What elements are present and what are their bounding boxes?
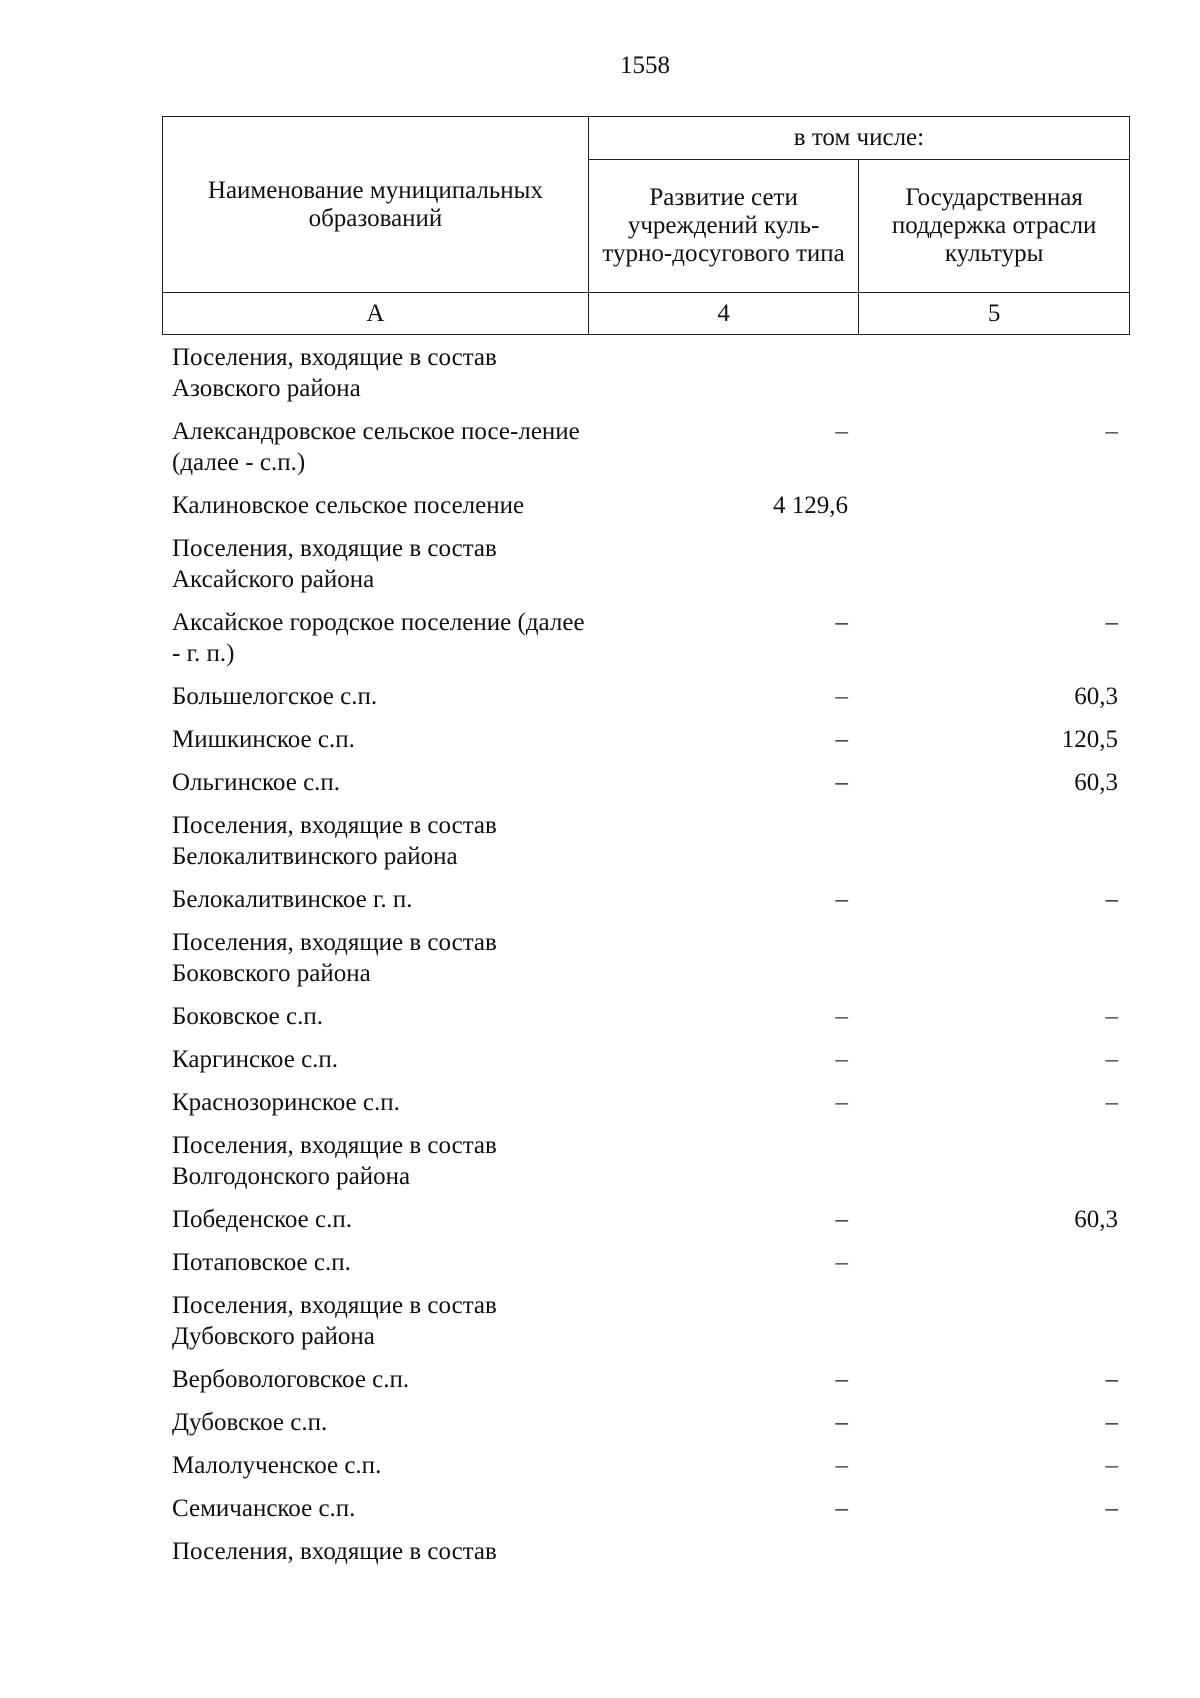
row-value-col4: 4 129,6 bbox=[773, 492, 848, 519]
row-name: Победенское с.п. bbox=[172, 1206, 353, 1233]
row-name: Дубовское с.п. bbox=[172, 1409, 328, 1436]
row-value-col5: – bbox=[1105, 1089, 1118, 1116]
row-value-col5: – bbox=[1105, 1046, 1118, 1073]
row-name: Ольгинское с.п. bbox=[172, 769, 341, 796]
table-header bbox=[162, 116, 1130, 335]
header-group-label: в том числе: bbox=[588, 117, 1129, 160]
table-row bbox=[0, 411, 1200, 485]
table-row bbox=[0, 1125, 1200, 1199]
row-value-col5: 60,3 bbox=[1074, 683, 1118, 710]
row-value-col4: – bbox=[835, 726, 848, 753]
table-row bbox=[0, 602, 1200, 676]
row-name: Краснозоринское с.п. bbox=[172, 1089, 400, 1116]
row-name: Аксайское городское поселение (далее - г. п.) bbox=[172, 609, 585, 667]
row-value-col4: – bbox=[835, 1366, 848, 1393]
row-name: Калиновское сельское поселение bbox=[172, 492, 525, 519]
row-name: Поселения, входящие в состав bbox=[172, 1538, 497, 1565]
row-value-col4: – bbox=[835, 418, 848, 445]
header-column-4: Развитие сети учреждений куль-турно-досугового типа bbox=[588, 160, 858, 293]
row-name: Большелогское с.п. bbox=[172, 683, 378, 710]
header-code-4: 4 bbox=[588, 293, 858, 335]
row-name: Поселения, входящие в состав Азовского района bbox=[172, 344, 497, 402]
row-name: Семичанское с.п. bbox=[172, 1495, 356, 1522]
row-name: Малолученское с.п. bbox=[172, 1452, 382, 1479]
row-value-col5: – bbox=[1105, 418, 1118, 445]
row-name: Поселения, входящие в состав Волгодонского района bbox=[172, 1132, 497, 1190]
row-value-col4: – bbox=[835, 1046, 848, 1073]
row-name: Поселения, входящие в состав Белокалитвинского района bbox=[172, 812, 497, 870]
row-value-col5: – bbox=[1105, 1409, 1118, 1436]
row-name: Поселения, входящие в состав Дубовского района bbox=[172, 1292, 497, 1350]
table-row bbox=[0, 719, 1200, 762]
row-value-col5: – bbox=[1105, 1452, 1118, 1479]
row-name: Мишкинское с.п. bbox=[172, 726, 355, 753]
row-value-col4: – bbox=[835, 886, 848, 913]
row-value-col4: – bbox=[835, 1003, 848, 1030]
header-code-a: А bbox=[163, 293, 589, 335]
row-name: Белокалитвинское г. п. bbox=[172, 886, 413, 913]
table-row bbox=[0, 1359, 1200, 1402]
table-row bbox=[0, 805, 1200, 879]
row-value-col5: 60,3 bbox=[1074, 1206, 1118, 1233]
table-row bbox=[0, 1242, 1200, 1285]
row-value-col5: – bbox=[1105, 1003, 1118, 1030]
table-row bbox=[0, 1402, 1200, 1445]
table-row bbox=[0, 528, 1200, 602]
table-row bbox=[0, 879, 1200, 922]
table-body bbox=[0, 337, 1200, 1574]
row-value-col5: – bbox=[1105, 1366, 1118, 1393]
table-row bbox=[0, 996, 1200, 1039]
row-name: Александровское сельское посе-ление (далее - с.п.) bbox=[172, 418, 580, 476]
row-name: Потаповское с.п. bbox=[172, 1249, 351, 1276]
table-row bbox=[0, 1082, 1200, 1125]
row-value-col4: – bbox=[835, 1206, 848, 1233]
table-row bbox=[0, 1199, 1200, 1242]
row-value-col4: – bbox=[835, 609, 848, 636]
table-row bbox=[0, 762, 1200, 805]
row-value-col5: – bbox=[1105, 1495, 1118, 1522]
header-name-column: Наименование муниципальных образований bbox=[163, 117, 589, 293]
row-value-col4: – bbox=[835, 1452, 848, 1479]
table-row bbox=[0, 1039, 1200, 1082]
table-row bbox=[0, 485, 1200, 528]
row-value-col4: – bbox=[835, 1495, 848, 1522]
table-row bbox=[0, 922, 1200, 996]
row-value-col4: – bbox=[835, 1249, 848, 1276]
table-row bbox=[0, 1445, 1200, 1488]
table-row bbox=[0, 1285, 1200, 1359]
row-name: Вербовологовское с.п. bbox=[172, 1366, 410, 1393]
row-name: Поселения, входящие в состав Боковского района bbox=[172, 929, 497, 987]
row-value-col4: – bbox=[835, 683, 848, 710]
row-name: Боковское с.п. bbox=[172, 1003, 323, 1030]
row-value-col5: – bbox=[1105, 886, 1118, 913]
page-number: 1558 bbox=[620, 52, 670, 79]
row-name: Каргинское с.п. bbox=[172, 1046, 339, 1073]
row-value-col5: – bbox=[1105, 609, 1118, 636]
table-row bbox=[0, 676, 1200, 719]
header-code-5: 5 bbox=[859, 293, 1130, 335]
row-value-col4: – bbox=[835, 1409, 848, 1436]
row-value-col5: 120,5 bbox=[1061, 726, 1118, 753]
table-row bbox=[0, 337, 1200, 411]
row-name: Поселения, входящие в состав Аксайского района bbox=[172, 535, 497, 593]
row-value-col5: 60,3 bbox=[1074, 769, 1118, 796]
header-column-5: Государственная поддержка отрасли культуры bbox=[859, 160, 1130, 293]
row-value-col4: – bbox=[835, 1089, 848, 1116]
table-row bbox=[0, 1488, 1200, 1531]
table-row bbox=[0, 1531, 1200, 1574]
row-value-col4: – bbox=[835, 769, 848, 796]
